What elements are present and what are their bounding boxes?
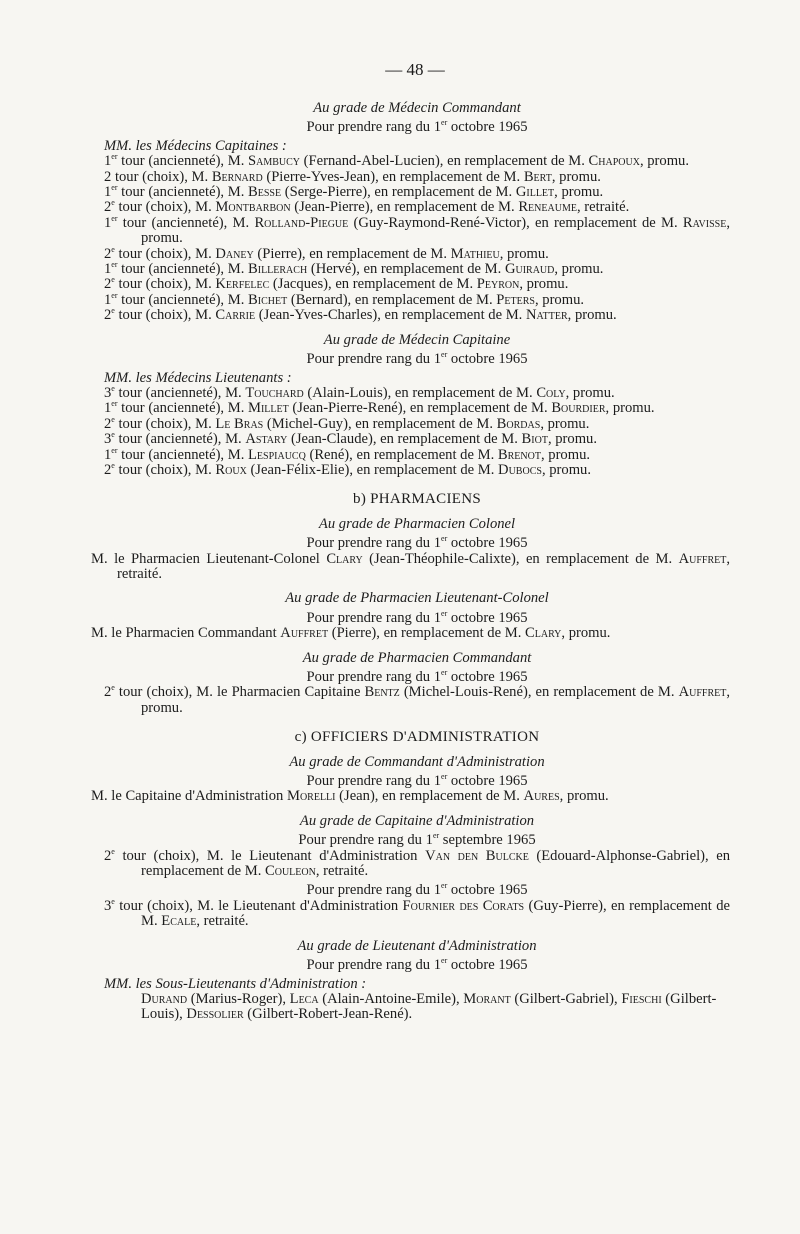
group-label: MM. les Médecins Lieutenants : bbox=[104, 369, 292, 386]
grade-heading: Au grade de Lieutenant d'Administration bbox=[297, 937, 537, 954]
grade-heading: Au grade de Médecin Capitaine bbox=[323, 331, 511, 348]
names-paragraph: Durand (Marius-Roger), Leca (Alain-Antoine-Emile), Morant (Gilbert-Gabriel), Fieschi (Gilbert-Louis), Dessolier (Gilbert-Robert-Jean-René). bbox=[141, 990, 717, 1023]
grade-heading: Au grade de Pharmacien Commandant bbox=[302, 649, 532, 666]
promotion-entry: 3e tour (ancienneté), M. Astary (Jean-Claude), en remplacement de M. Biot, promu. bbox=[104, 430, 598, 448]
officer-name: Dessolier bbox=[186, 1006, 244, 1023]
promotion-entry: M. le Pharmacien Commandant Auffret (Pierre), en remplacement de M. Clary, promu. bbox=[91, 625, 611, 642]
officer-name: Durand bbox=[141, 990, 188, 1007]
promotion-entry: 1er tour (ancienneté), M. Besse (Serge-Pierre), en remplacement de M. Gillet, promu. bbox=[104, 183, 604, 201]
section-title: c) OFFICIERS D'ADMINISTRATION bbox=[294, 729, 540, 746]
promotion-entry: 3e tour (choix), M. le Lieutenant d'Administration Fournier des Corats (Guy-Pierre), en remplacement de M. Ecale, retraité. bbox=[104, 896, 730, 930]
promotion-entry: 1er tour (ancienneté), M. Bichet (Bernard), en remplacement de M. Peters, promu. bbox=[104, 290, 585, 308]
rang-line: Pour prendre rang du 1er septembre 1965 bbox=[298, 831, 536, 849]
rang-line: Pour prendre rang du 1er octobre 1965 bbox=[306, 534, 528, 552]
grade-heading: Au grade de Pharmacien Lieutenant-Colonel bbox=[285, 590, 549, 607]
grade-heading: Au grade de Pharmacien Colonel bbox=[318, 515, 516, 532]
page-content bbox=[91, 100, 730, 1023]
page-number: — 48 — bbox=[385, 60, 445, 79]
promotion-entry: M. le Capitaine d'Administration Morelli (Jean), en remplacement de M. Aures, promu. bbox=[91, 788, 609, 805]
group-label: MM. les Sous-Lieutenants d'Administration : bbox=[104, 975, 367, 992]
promotion-entry: 2e tour (choix), M. Carrie (Jean-Yves-Charles), en remplacement de M. Natter, promu. bbox=[104, 306, 617, 324]
rang-line: Pour prendre rang du 1er octobre 1965 bbox=[306, 772, 528, 790]
promotion-entry: 2e tour (choix), M. Kerfelec (Jacques), en remplacement de M. Peyron, promu. bbox=[104, 275, 569, 293]
promotion-entry: M. le Pharmacien Lieutenant-Colonel Clary (Jean-Théophile-Calixte), en remplacement de M. Auffret, retraité. bbox=[91, 550, 730, 582]
promotion-list bbox=[104, 154, 730, 323]
grade-heading: Au grade de Capitaine d'Administration bbox=[299, 812, 535, 829]
rang-line: Pour prendre rang du 1er octobre 1965 bbox=[306, 668, 528, 685]
promotion-entry: 1er tour (ancienneté), M. Sambucy (Fernand-Abel-Lucien), en remplacement de M. Chapoux, promu. bbox=[104, 152, 689, 170]
promotion-entry: 1er tour (ancienneté), M. Millet (Jean-Pierre-René), en remplacement de M. Bourdier, promu. bbox=[104, 399, 655, 417]
promotion-entry: 2e tour (choix), M. le Lieutenant d'Administration Van den Bulcke (Edouard-Alphonse-Gabriel), en remplacement de M. Couleon, retraité. bbox=[104, 846, 730, 880]
rang-line: Pour prendre rang du 1er octobre 1965 bbox=[306, 956, 528, 974]
grade-heading: Au grade de Commandant d'Administration bbox=[289, 753, 545, 770]
grade-heading: Au grade de Médecin Commandant bbox=[313, 100, 521, 116]
promotion-entry: 1er tour (ancienneté), M. Rolland-Piegue (Guy-Raymond-René-Victor), en remplacement de M. Ravisse, promu. bbox=[104, 213, 730, 247]
promotion-entry: 2 tour (choix), M. Bernard (Pierre-Yves-Jean), en remplacement de M. Bert, promu. bbox=[104, 168, 601, 185]
rang-line: Pour prendre rang du 1er octobre 1965 bbox=[306, 608, 528, 626]
section-title: b) PHARMACIENS bbox=[353, 491, 481, 508]
rang-line: Pour prendre rang du 1er octobre 1965 bbox=[306, 350, 528, 368]
promotion-entry: 2e tour (choix), M. Montbarbon (Jean-Pierre), en remplacement de M. Reneaume, retraité. bbox=[104, 198, 630, 216]
officer-name: Leca bbox=[289, 990, 319, 1007]
promotion-entry: 2e tour (choix), M. Roux (Jean-Félix-Elie), en remplacement de M. Dubocs, promu. bbox=[104, 460, 591, 478]
promotion-entry: 3e tour (ancienneté), M. Touchard (Alain-Louis), en remplacement de M. Coly, promu. bbox=[104, 383, 615, 401]
promotion-entry: 1er tour (ancienneté), M. Billerach (Hervé), en remplacement de M. Guiraud, promu. bbox=[104, 260, 604, 278]
promotion-entry: 2e tour (choix), M. le Pharmacien Capitaine Bentz (Michel-Louis-René), en remplacement de M. Auffret, promu. bbox=[104, 683, 730, 716]
officer-name: Morant bbox=[463, 990, 511, 1007]
promotion-entry: 1er tour (ancienneté), M. Lespiaucq (René), en remplacement de M. Brenot, promu. bbox=[104, 445, 591, 463]
officer-name: Fieschi bbox=[621, 990, 662, 1007]
rang-line: Pour prendre rang du 1er octobre 1965 bbox=[306, 881, 528, 899]
promotion-entry: 2e tour (choix), M. Daney (Pierre), en remplacement de M. Mathieu, promu. bbox=[104, 244, 549, 262]
rang-line: Pour prendre rang du 1er octobre 1965 bbox=[306, 118, 528, 136]
promotion-list bbox=[104, 383, 730, 478]
group-label: MM. les Médecins Capitaines : bbox=[104, 137, 287, 154]
promotion-entry: 2e tour (choix), M. Le Bras (Michel-Guy), en remplacement de M. Bordas, promu. bbox=[104, 414, 590, 432]
